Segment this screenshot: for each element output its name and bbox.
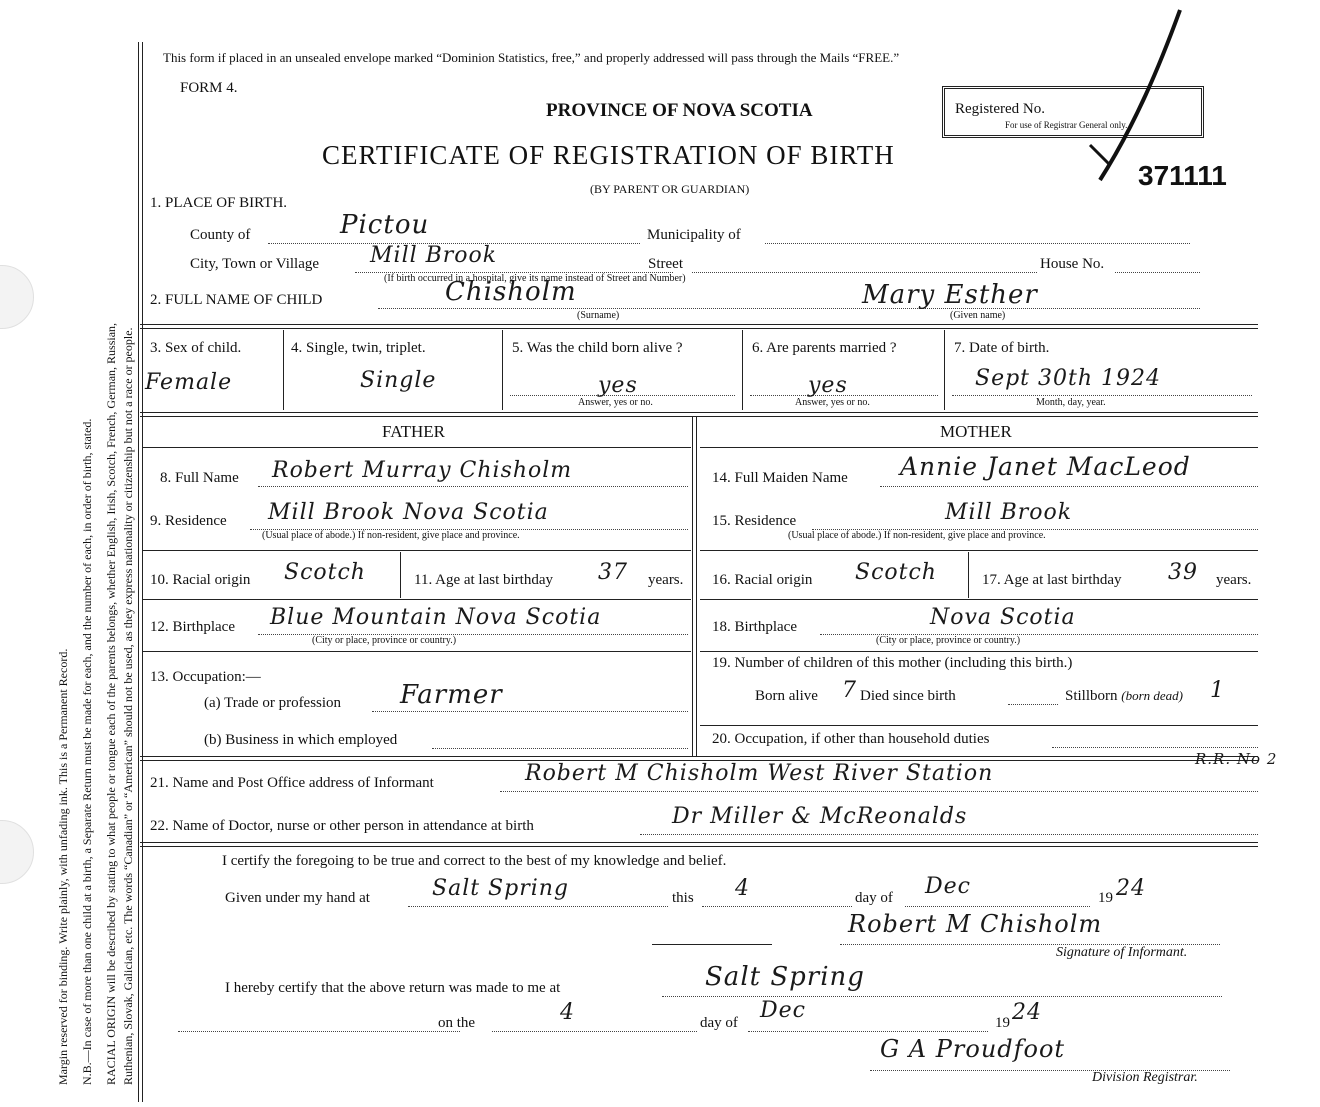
married-note: Answer, yes or no. [795, 397, 870, 408]
born-alive-label: Born alive [755, 688, 818, 704]
mother-birthplace-note: (City or place, province or country.) [876, 635, 1021, 646]
child-surname: Chisholm [445, 277, 577, 307]
margin-note-2: N.B.—In case of more than one child at a birth, a Separate Return must be made for each, and the number of each, in order of birth, stated. [80, 418, 94, 1085]
street-label: Street [648, 256, 683, 272]
given-at-value: Salt Spring [432, 876, 570, 901]
sex-label: 3. Sex of child. [150, 340, 242, 356]
father-residence-note: (Usual place of abode.) If non-resident, give place and province. [262, 530, 520, 541]
certify-statement: I certify the foregoing to be true and correct to the best of my knowledge and belief. [222, 853, 727, 869]
on-the-label: on the [438, 1015, 476, 1031]
died-since-birth-label: Died since birth [860, 688, 956, 704]
sex-value: Female [145, 370, 233, 395]
city-value: Mill Brook [370, 243, 498, 268]
check-mark [1080, 5, 1190, 190]
dob-note: Month, day, year. [1036, 397, 1106, 408]
registered-note: For use of Registrar General only. [1005, 120, 1128, 130]
father-residence-label: 9. Residence [150, 513, 227, 529]
married-label: 6. Are parents married ? [752, 340, 897, 356]
margin-note-4: Ruthenian, Slovak, Galician, etc. The words “Canadian” or “American” should not be used, as they express nationality or citizenship but not a race or people. [121, 327, 135, 1085]
left-border [138, 42, 143, 1102]
father-age-label: 11. Age at last birthday [414, 572, 553, 588]
mother-years: years. [1216, 572, 1252, 588]
margin-note-1: Margin reserved for binding. Write plainly, with unfading ink. This is a Permanent Record. [56, 648, 70, 1085]
father-age: 37 [598, 560, 628, 585]
single-value: Single [360, 368, 437, 393]
return-year: 24 [1012, 1000, 1042, 1025]
return-day-of-label: day of [700, 1015, 738, 1031]
father-name: Robert Murray Chisholm [272, 458, 573, 483]
city-label: City, Town or Village [190, 256, 320, 272]
place-of-birth-label: 1. PLACE OF BIRTH. [150, 195, 288, 211]
child-given-name: Mary Esther [862, 280, 1038, 310]
father-name-label: 8. Full Name [160, 470, 239, 486]
return-month: Dec [760, 998, 806, 1023]
given-note: (Given name) [950, 310, 1006, 321]
informant-signature: Robert M Chisholm [848, 910, 1103, 938]
doctor-label: 22. Name of Doctor, nurse or other person in attendance at birth [150, 818, 534, 834]
mother-occupation-label: 20. Occupation, if other than household duties [712, 731, 990, 747]
father-birthplace-label: 12. Birthplace [150, 619, 235, 635]
mother-age: 39 [1168, 560, 1198, 585]
rule-2 [140, 412, 1258, 417]
mother-race-label: 16. Racial origin [712, 572, 813, 588]
rule-1 [140, 324, 1258, 329]
signature-informant-label: Signature of Informant. [1056, 945, 1188, 960]
given-year-prefix: 19 [1098, 890, 1113, 906]
stillborn-value: 1 [1210, 678, 1225, 703]
mother-race: Scotch [855, 560, 937, 585]
child-name-label: 2. FULL NAME OF CHILD [150, 292, 323, 308]
this-label: this [672, 890, 694, 906]
return-year-prefix: 19 [995, 1015, 1010, 1031]
trade-label: (a) Trade or profession [204, 695, 342, 711]
mother-birthplace-label: 18. Birthplace [712, 619, 797, 635]
mother-residence-label: 15. Residence [712, 513, 797, 529]
stillborn-label [1065, 688, 1183, 705]
alive-label: 5. Was the child born alive ? [512, 340, 683, 356]
father-race-label: 10. Racial origin [150, 572, 251, 588]
short-rule [652, 944, 772, 945]
certificate-title: CERTIFICATE OF REGISTRATION OF BIRTH [322, 140, 895, 170]
given-month: Dec [925, 874, 971, 899]
trade-value: Farmer [400, 680, 503, 710]
margin-note-3: RACIAL ORIGIN will be described by stating to what people or tongue each of the parents belongs, whether English, Irish, Scotch, French, German, Russian, [104, 322, 118, 1085]
stillborn-text: Stillborn [1065, 688, 1118, 704]
informant-value: Robert M Chisholm West River Station [525, 761, 994, 786]
mother-residence-note: (Usual place of abode.) If non-resident, give place and province. [788, 530, 1046, 541]
given-day: 4 [735, 876, 750, 901]
alive-value: yes [598, 373, 638, 398]
dob-label: 7. Date of birth. [954, 340, 1050, 356]
hospital-note: (If birth occurred in a hospital, give its name instead of Street and Number) [384, 273, 686, 284]
stillborn-note: (born dead) [1121, 688, 1184, 703]
mother-age-label: 17. Age at last birthday [982, 572, 1122, 588]
return-day: 4 [560, 1000, 575, 1025]
single-label: 4. Single, twin, triplet. [291, 340, 426, 356]
informant-extra: R.R. No 2 [1195, 750, 1278, 768]
county-value: Pictou [340, 210, 430, 240]
mother-header: MOTHER [940, 422, 1012, 441]
municipality-label: Municipality of [647, 227, 741, 243]
top-notice: This form if placed in an unsealed envelope marked “Dominion Statistics, free,” and properly addressed will pass through the Mails “FREE.” [163, 50, 900, 65]
mother-name-label: 14. Full Maiden Name [712, 470, 848, 486]
center-divider [692, 416, 697, 756]
born-alive-value: 7 [842, 678, 857, 703]
father-birthplace-note: (City or place, province or country.) [312, 635, 457, 646]
county-label: County of [190, 227, 251, 243]
mother-name: Annie Janet MacLeod [900, 452, 1191, 481]
province-heading: PROVINCE OF NOVA SCOTIA [546, 100, 813, 121]
form-number: FORM 4. [180, 80, 238, 96]
mother-birthplace: Nova Scotia [930, 605, 1076, 630]
alive-note: Answer, yes or no. [578, 397, 653, 408]
mother-residence: Mill Brook [945, 500, 1073, 525]
certificate-subtitle: (BY PARENT OR GUARDIAN) [590, 182, 750, 196]
father-birthplace: Blue Mountain Nova Scotia [270, 605, 602, 630]
father-residence: Mill Brook Nova Scotia [268, 500, 549, 525]
return-label: I hereby certify that the above return was made to me at [225, 980, 561, 996]
doctor-value: Dr Miller & McReonalds [672, 804, 968, 829]
day-of-label: day of [855, 890, 893, 906]
registrar-signature: G A Proudfoot [880, 1035, 1066, 1063]
house-no-label: House No. [1040, 256, 1105, 272]
given-under-label: Given under my hand at [225, 890, 370, 906]
informant-label: 21. Name and Post Office address of Informant [150, 775, 434, 791]
division-registrar-label: Division Registrar. [1092, 1070, 1198, 1085]
given-year: 24 [1116, 876, 1146, 901]
registered-label: Registered No. [955, 101, 1045, 117]
business-label: (b) Business in which employed [204, 732, 398, 748]
return-at-value: Salt Spring [705, 962, 865, 992]
dob-value: Sept 30th 1924 [975, 366, 1161, 391]
binder-hole-top [0, 265, 34, 329]
married-value: yes [808, 373, 848, 398]
binder-hole-bottom [0, 820, 34, 884]
father-race: Scotch [284, 560, 366, 585]
father-occupation-label: 13. Occupation:— [150, 669, 261, 685]
children-count-label: 19. Number of children of this mother (including this birth.) [712, 655, 1073, 671]
registered-number: 371111 [1138, 160, 1227, 191]
father-years: years. [648, 572, 684, 588]
rule-4 [140, 842, 1258, 847]
father-header: FATHER [382, 422, 445, 441]
surname-note: (Surname) [577, 310, 620, 321]
